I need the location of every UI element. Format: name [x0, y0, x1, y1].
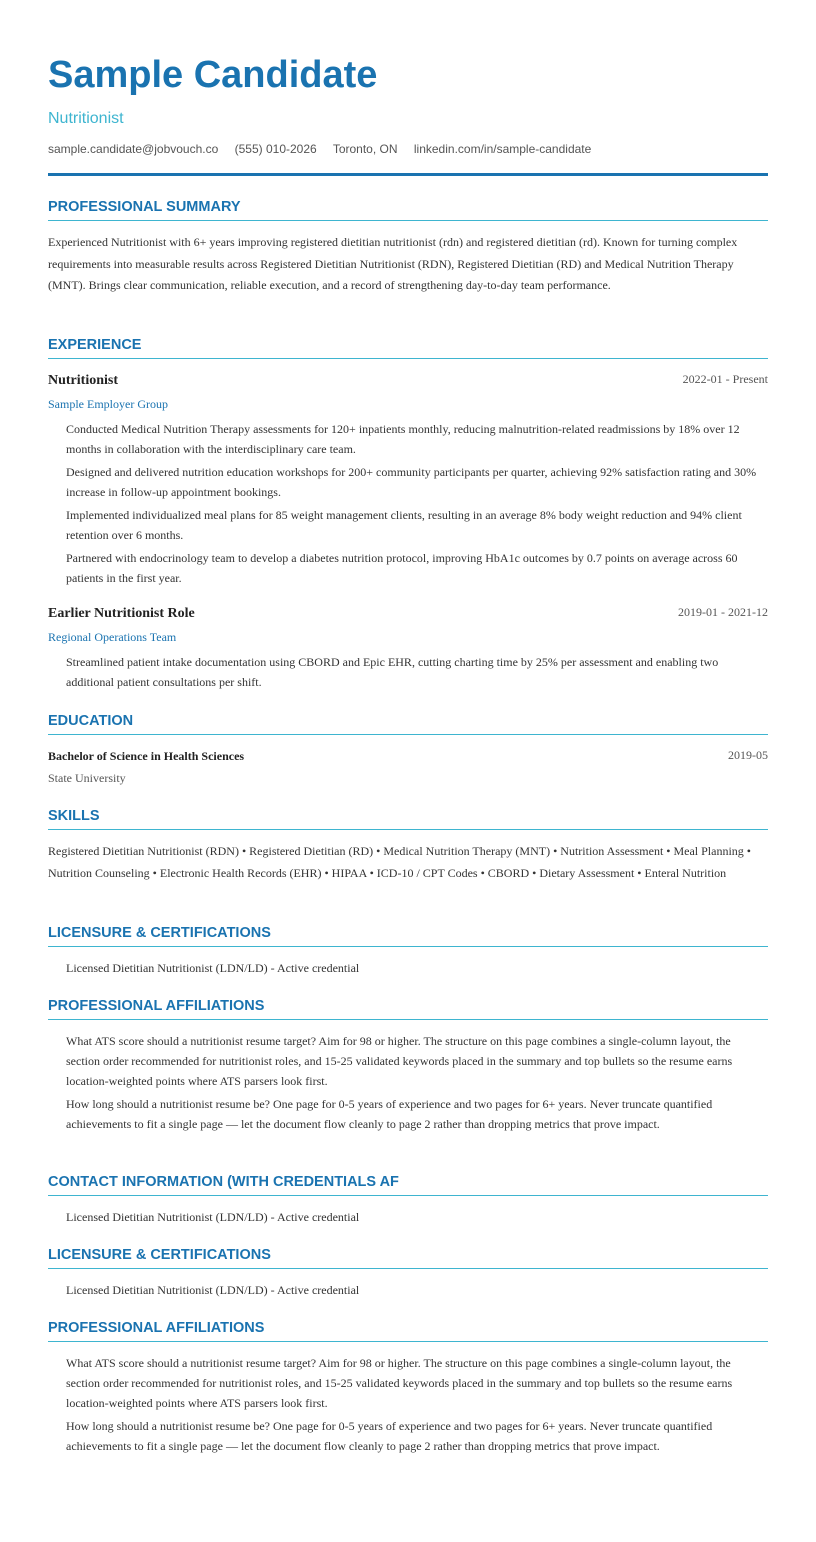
affiliation-item: What ATS score should a nutritionist resume target? Aim for 98 or higher. The structure on this page combines a single-column layout, the section order recommended for nutritionist roles, and 15-25 validated keywords placed in the summary and top bullets so the resume earns location-weighted points where ATS parsers look first.: [66, 1034, 733, 1088]
licensure-item: Licensed Dietitian Nutritionist (LDN/LD) - Active credential: [66, 1283, 360, 1297]
affiliations-heading: PROFESSIONAL AFFILIATIONS: [48, 996, 768, 1020]
summary-text: Experienced Nutritionist with 6+ years improving registered dietitian nutritionist (rdn) and registered dietitian (rd). Known for turning complex requirements into measurable results across Registered Dietitian Nutritionist (RDN), Registered Dietitian (RD) and Medical Nutrition Therapy (MNT). Brings clear communication, reliable execution, and a record of strengthening day-to-day team performance.: [48, 235, 738, 292]
job-title: Nutritionist: [48, 373, 118, 388]
job-bullet: Implemented individualized meal plans for 85 weight management clients, resulting in an average 8% body weight reduction and 94% client retention over 6 months.: [66, 508, 742, 542]
skills-text: Registered Dietitian Nutritionist (RDN) • Registered Dietitian (RD) • Medical Nutrition Therapy (MNT) • Nutrition Assessment • Meal Planning • Nutrition Counseling • Electronic Health Records (EHR) • HIPAA • ICD-10 / CPT Codes • CBORD • Dietary Assessment • Enteral Nutrition: [48, 844, 752, 880]
affiliation-item: What ATS score should a nutritionist resume target? Aim for 98 or higher. The structure on this page combines a single-column layout, the section order recommended for nutritionist roles, and 15-25 validated keywords placed in the summary and top bullets so the resume earns location-weighted points where ATS parsers look first.: [66, 1356, 733, 1410]
education-heading: EDUCATION: [48, 711, 768, 735]
education-degree: Bachelor of Science in Health Sciences: [48, 749, 245, 763]
contact-email: sample.candidate@jobvouch.co: [48, 142, 219, 156]
header-divider: [48, 173, 768, 176]
candidate-role: Nutritionist: [48, 110, 124, 127]
affiliations-heading: PROFESSIONAL AFFILIATIONS: [48, 1318, 768, 1342]
contact-line: [48, 141, 604, 157]
job-dates: 2022-01 - Present: [682, 372, 768, 386]
job-dates: 2019-01 - 2021-12: [678, 605, 768, 619]
job-bullet: Partnered with endocrinology team to develop a diabetes nutrition protocol, improving HbA1c outcomes by 0.7 points on average across 60 patients in the first year.: [66, 551, 738, 585]
education-school: State University: [48, 771, 126, 785]
contact-phone: (555) 010-2026: [234, 142, 317, 156]
job-bullet: Streamlined patient intake documentation using CBORD and Epic EHR, cutting charting time by 25% per assessment and enabling two additional patient consultations per shift.: [66, 655, 719, 689]
job-company: Regional Operations Team: [48, 630, 177, 644]
affiliation-item: How long should a nutritionist resume be? One page for 0-5 years of experience and two pages for 6+ years. Never truncate quantified achievements to fit a single page — let the document flow cleanly to page 2 rather than dropping metrics that prove impact.: [66, 1419, 713, 1453]
licensure-item: Licensed Dietitian Nutritionist (LDN/LD) - Active credential: [66, 961, 360, 975]
job-bullet: Designed and delivered nutrition education workshops for 200+ community participants per quarter, achieving 92% satisfaction rating and 30% increase in follow-up appointment bookings.: [66, 465, 757, 499]
job-bullet: Conducted Medical Nutrition Therapy assessments for 120+ inpatients monthly, reducing malnutrition-related readmissions by 18% over 12 months in collaboration with the interdisciplinary care team.: [66, 422, 740, 456]
licensure-heading: LICENSURE & CERTIFICATIONS: [48, 1245, 768, 1269]
contact-info-item: Licensed Dietitian Nutritionist (LDN/LD) - Active credential: [66, 1210, 360, 1224]
contact-info-heading: CONTACT INFORMATION (WITH CREDENTIALS AF: [48, 1172, 768, 1196]
contact-location: Toronto, ON: [332, 142, 398, 156]
affiliation-item: How long should a nutritionist resume be? One page for 0-5 years of experience and two pages for 6+ years. Never truncate quantified achievements to fit a single page — let the document flow cleanly to page 2 rather than dropping metrics that prove impact.: [66, 1097, 713, 1131]
job-company: Sample Employer Group: [48, 397, 168, 411]
experience-heading: EXPERIENCE: [48, 335, 768, 359]
education-date: 2019-05: [728, 748, 768, 762]
candidate-name: Sample Candidate: [48, 54, 378, 96]
contact-linkedin: linkedin.com/in/sample-candidate: [413, 142, 592, 156]
summary-heading: PROFESSIONAL SUMMARY: [48, 197, 768, 221]
licensure-heading: LICENSURE & CERTIFICATIONS: [48, 923, 768, 947]
job-title: Earlier Nutritionist Role: [48, 606, 195, 621]
skills-heading: SKILLS: [48, 806, 768, 830]
